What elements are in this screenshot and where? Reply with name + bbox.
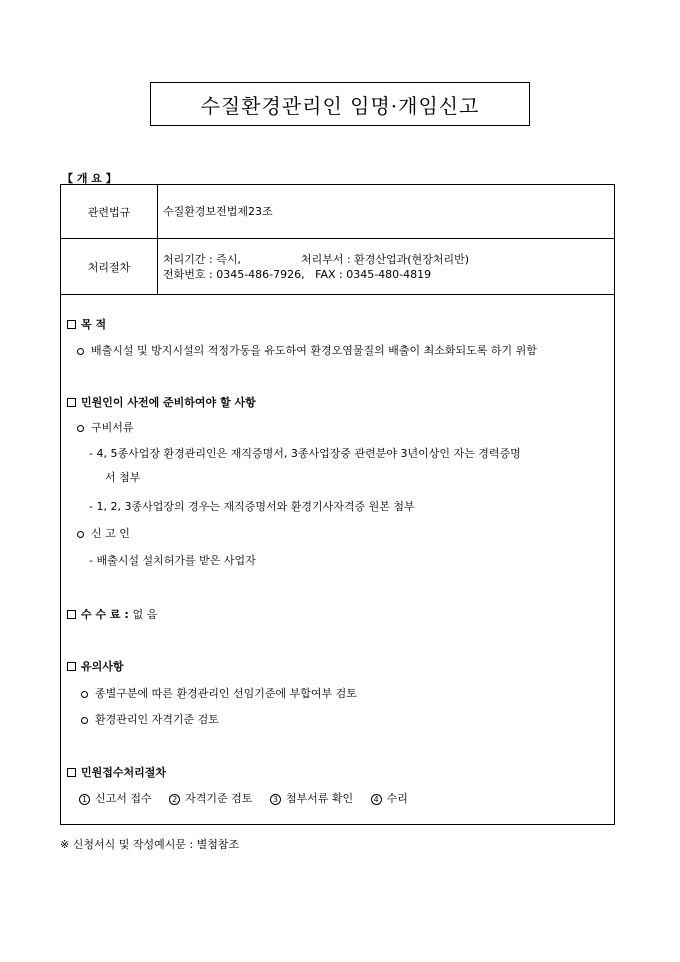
procedure-key: 처리절차 (61, 239, 158, 295)
process-heading: 민원접수처리절차 (67, 764, 166, 780)
circled-number-icon: 3 (270, 794, 281, 805)
phone-number: 전화번호 : 0345-486-7926, (163, 267, 305, 281)
process-step: 4 수리 (371, 790, 408, 806)
circled-number-icon: 1 (79, 794, 90, 805)
documents-label: 구비서류 (77, 419, 134, 435)
circle-bullet-icon (77, 348, 84, 355)
applicant-text: - 배출시설 설치허가를 받은 사업자 (89, 554, 256, 567)
square-icon (67, 320, 76, 329)
processing-dept: 처리부서 : 환경산업과(현장처리반) (300, 252, 469, 266)
note-item-1: 종별구분에 따른 환경관리인 선임기준에 부합여부 검토 (81, 685, 357, 701)
circled-number-icon: 4 (371, 794, 382, 805)
applicant-label: 신 고 인 (77, 525, 130, 541)
law-key: 관련법규 (61, 185, 158, 239)
process-step: 1 신고서 접수 (79, 790, 152, 806)
circle-bullet-icon (77, 531, 84, 538)
law-value: 수질환경보전법제23조 (158, 185, 615, 239)
fee-value: 없 음 (132, 608, 158, 621)
preparation-heading: 민원인이 사전에 준비하여야 할 사항 (67, 394, 256, 410)
overview-table (60, 184, 615, 295)
square-icon (67, 662, 76, 671)
purpose-heading: 목 적 (67, 316, 106, 332)
process-step: 2 자격기준 검토 (169, 790, 252, 806)
fax-number: FAX : 0345-480-4819 (315, 267, 432, 281)
notes-heading: 유의사항 (67, 658, 124, 674)
overview-row-law (61, 185, 615, 239)
square-icon (67, 768, 76, 777)
procedure-value (158, 239, 615, 295)
document-item-1-cont: 서 첨부 (105, 471, 141, 484)
circle-bullet-icon (81, 717, 88, 724)
circled-number-icon: 2 (169, 794, 180, 805)
fee-heading: 수 수 료 : 없 음 (67, 606, 157, 622)
overview-row-procedure (61, 239, 615, 295)
page-title: 수질환경관리인 임명·개임신고 (200, 93, 480, 118)
square-icon (67, 610, 76, 619)
process-step: 3 첨부서류 확인 (270, 790, 353, 806)
overview-label: 【 개 요 】 (62, 172, 117, 185)
footnote: ※ 신청서식 및 작성예시문 : 별첨참조 (60, 838, 240, 851)
circle-bullet-icon (77, 425, 84, 432)
square-icon (67, 398, 76, 407)
processing-period: 처리기간 : 즉시, (163, 252, 241, 266)
main-content-box (60, 294, 615, 825)
circle-bullet-icon (81, 691, 88, 698)
document-item-2: - 1, 2, 3종사업장의 경우는 재직증명서와 환경기사자격증 원본 첨부 (89, 500, 415, 513)
title-box (150, 82, 530, 126)
purpose-text: 배출시설 및 방지시설의 적정가동을 유도하여 환경오염물질의 배출이 최소화되도록 하기 위함 (77, 342, 537, 358)
note-item-2: 환경관리인 자격기준 검토 (81, 711, 219, 727)
process-steps (79, 790, 422, 806)
document-item-1: - 4, 5종사업장 환경관리인은 재직증명서, 3종사업장중 관련분야 3년이상인 자는 경력증명 (89, 447, 521, 460)
